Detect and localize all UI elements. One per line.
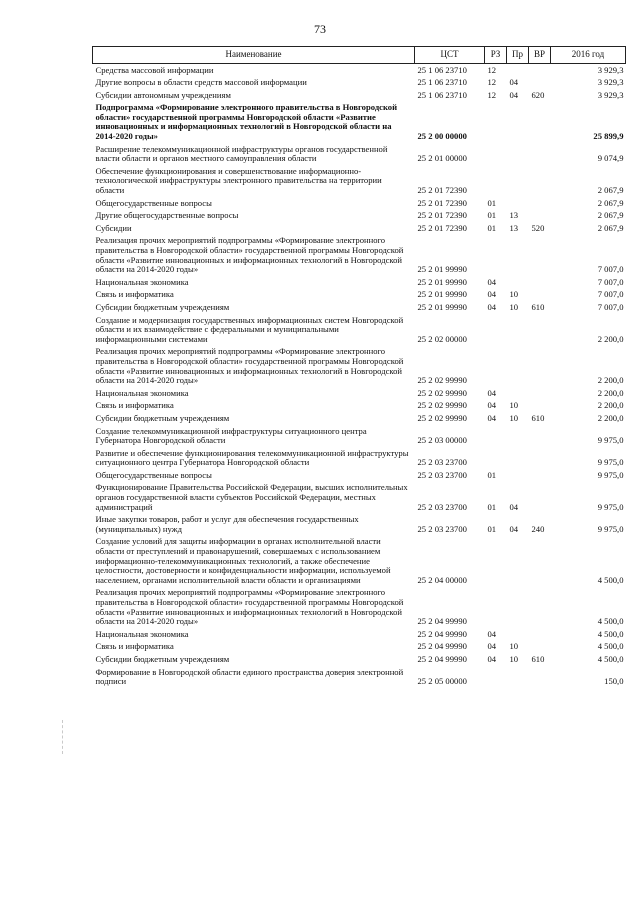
header-sum: 2016 год: [551, 47, 626, 64]
cell-sum: 3 929,3: [597, 64, 624, 75]
table-row: [93, 387, 626, 400]
cell-rz: 12: [487, 89, 497, 100]
cell-sum: 9 975,0: [597, 469, 624, 480]
cell-name: Реализация прочих мероприятий подпрограммы «Формирование электронного правительства в Новгородской области» государственной программы Новгородской области «Развитие инновационных и информационных технологий в Новгородской области на 2014-2020 годы»: [95, 587, 404, 627]
header-rz: РЗ: [485, 47, 507, 64]
cell-cst: 25 1 06 23710: [417, 77, 467, 88]
cell-cst: 25 2 02 99990: [417, 387, 467, 398]
cell-vr: 240: [531, 523, 545, 534]
cell-vr: [529, 536, 551, 587]
cell-cst: 25 1 06 23710: [417, 89, 467, 100]
cell-name: Другие общегосударственные вопросы: [95, 210, 239, 221]
cell-name: Общегосударственные вопросы: [95, 469, 212, 480]
cell-cst: 25 2 01 99990: [417, 276, 467, 287]
header-pr: Пр: [507, 47, 529, 64]
cell-cst: 25 2 02 99990: [417, 375, 467, 386]
table-row: [93, 447, 626, 469]
cell-sum: 2 067,9: [597, 222, 624, 233]
cell-cst: 25 1 06 23710: [417, 64, 467, 75]
cell-sum: 150,0: [604, 676, 624, 687]
cell-vr: 610: [531, 301, 545, 312]
cell-vr: [529, 425, 551, 447]
cell-name: Функционирование Правительства Российской Федерации, высших исполнительных органов государственной власти субъектов Российской Федерации, местных администраций: [95, 482, 408, 512]
cell-rz: 01: [487, 501, 497, 512]
header-vr: ВР: [529, 47, 551, 64]
header-name: Наименование: [93, 47, 415, 64]
cell-sum: 4 500,0: [597, 653, 624, 664]
cell-pr: 10: [509, 412, 519, 423]
cell-sum: 4 500,0: [597, 574, 624, 585]
table-row: [93, 210, 626, 223]
cell-cst: 25 2 03 23700: [417, 469, 467, 480]
cell-name: Связь и информатика: [95, 289, 174, 300]
cell-pr: 13: [509, 222, 519, 233]
cell-vr: [529, 641, 551, 654]
cell-rz: [485, 165, 507, 197]
cell-pr: 13: [509, 210, 519, 221]
cell-pr: 10: [509, 289, 519, 300]
cell-name: Субсидии: [95, 222, 132, 233]
cell-sum: 7 007,0: [597, 301, 624, 312]
cell-name: Обеспечение функционирования и совершенствование информационно-технологической инфраструктуры электронного правительства на территории области: [95, 165, 382, 196]
table-row: [93, 143, 626, 165]
cell-pr: 04: [509, 89, 519, 100]
table-body: [93, 64, 626, 689]
cell-pr: [507, 425, 529, 447]
cell-pr: 10: [509, 653, 519, 664]
cell-cst: 25 2 01 72390: [417, 210, 467, 221]
cell-pr: 04: [509, 501, 519, 512]
table-row: [93, 197, 626, 210]
cell-cst: 25 2 02 99990: [417, 412, 467, 423]
cell-rz: 04: [487, 628, 497, 639]
cell-pr: 10: [509, 400, 519, 411]
cell-vr: [529, 276, 551, 289]
cell-cst: 25 2 04 99990: [417, 616, 467, 627]
cell-rz: 04: [487, 412, 497, 423]
cell-cst: 25 2 04 99990: [417, 641, 467, 652]
cell-name: Средства массовой информации: [95, 64, 214, 75]
cell-vr: [529, 289, 551, 302]
cell-pr: 10: [509, 301, 519, 312]
cell-cst: 25 2 03 23700: [417, 523, 467, 534]
cell-rz: [485, 102, 507, 143]
cell-rz: 04: [487, 276, 497, 287]
cell-rz: [485, 666, 507, 688]
cell-rz: [485, 587, 507, 628]
cell-vr: [529, 77, 551, 90]
table-row: [93, 587, 626, 628]
table-row: [93, 482, 626, 514]
cell-cst: 25 2 02 00000: [417, 333, 467, 344]
cell-rz: 01: [487, 210, 497, 221]
cell-name: Субсидии бюджетным учреждениям: [95, 301, 230, 312]
cell-sum: 4 500,0: [597, 641, 624, 652]
cell-rz: 01: [487, 222, 497, 233]
cell-sum: 9 975,0: [597, 435, 624, 446]
cell-vr: [529, 666, 551, 688]
table-row: [93, 536, 626, 587]
cell-name: Связь и информатика: [95, 641, 174, 652]
cell-rz: 04: [487, 387, 497, 398]
cell-name: Иные закупки товаров, работ и услуг для обеспечения государственных (муниципальных) нужд: [95, 514, 359, 534]
cell-pr: [507, 165, 529, 197]
cell-cst: 25 2 02 99990: [417, 400, 467, 411]
cell-rz: 04: [487, 653, 497, 664]
cell-name: Развитие и обеспечение функционирования телекоммуникационной инфраструктуры ситуационного центра Губернатора Новгородской области: [95, 447, 409, 468]
cell-pr: [507, 197, 529, 210]
header-row: [93, 47, 626, 64]
cell-pr: [507, 314, 529, 346]
cell-pr: 10: [509, 641, 519, 652]
table-row: [93, 400, 626, 413]
cell-name: Национальная экономика: [95, 276, 189, 287]
cell-pr: [507, 666, 529, 688]
cell-pr: [507, 346, 529, 387]
cell-sum: 2 067,9: [597, 185, 624, 196]
cell-vr: [529, 482, 551, 514]
cell-cst: 25 2 01 99990: [417, 301, 467, 312]
table-row: [93, 346, 626, 387]
cell-name: Реализация прочих мероприятий подпрограммы «Формирование электронного правительства в Новгородской области» государственной программы Новгородской области «Развитие инновационных и информационных технологий в Новгородской области на 2014-2020 годы»: [95, 346, 404, 386]
cell-rz: [485, 314, 507, 346]
cell-name: Национальная экономика: [95, 628, 189, 639]
cell-name: Другие вопросы в области средств массовой информации: [95, 77, 307, 88]
table-row: [93, 301, 626, 314]
table-row: [93, 653, 626, 666]
cell-cst: 25 2 01 99990: [417, 264, 467, 275]
cell-name: Связь и информатика: [95, 400, 174, 411]
cell-vr: [529, 165, 551, 197]
cell-vr: [529, 64, 551, 77]
cell-sum: 25 899,9: [593, 131, 624, 142]
cell-rz: 04: [487, 641, 497, 652]
cell-rz: [485, 425, 507, 447]
cell-sum: 2 067,9: [597, 197, 624, 208]
cell-cst: 25 2 01 99990: [417, 289, 467, 300]
cell-cst: 25 2 05 00000: [417, 676, 467, 687]
cell-cst: 25 2 01 72390: [417, 222, 467, 233]
cell-sum: 9 975,0: [597, 457, 624, 468]
cell-sum: 3 929,3: [597, 89, 624, 100]
table-row: [93, 289, 626, 302]
cell-cst: 25 2 03 23700: [417, 457, 467, 468]
budget-table-wrapper: [92, 46, 625, 688]
cell-vr: [529, 314, 551, 346]
cell-pr: [507, 587, 529, 628]
table-row: [93, 64, 626, 77]
table-row: [93, 425, 626, 447]
cell-cst: 25 2 04 00000: [417, 574, 467, 585]
cell-name: Расширение телекоммуникационной инфраструктуры органов государственной власти области и органов местного самоуправления области: [95, 143, 388, 164]
cell-vr: [529, 469, 551, 482]
cell-cst: 25 2 00 00000: [417, 131, 467, 142]
table-row: [93, 89, 626, 102]
cell-rz: [485, 143, 507, 165]
cell-pr: [507, 143, 529, 165]
cell-rz: 01: [487, 523, 497, 534]
page-number: 73: [314, 22, 326, 36]
cell-name: Реализация прочих мероприятий подпрограммы «Формирование электронного правительства в Новгородской области» государственной программы Новгородской области «Развитие инновационных и информационных технологий в Новгородской области на 2014-2020 годы»: [95, 235, 404, 275]
table-row: [93, 514, 626, 536]
cell-pr: [507, 469, 529, 482]
budget-table: [92, 46, 626, 688]
cell-vr: 610: [531, 412, 545, 423]
cell-sum: 2 200,0: [597, 387, 624, 398]
cell-sum: 2 067,9: [597, 210, 624, 221]
cell-vr: [529, 235, 551, 276]
table-row: [93, 641, 626, 654]
table-row: [93, 666, 626, 688]
cell-sum: 2 200,0: [597, 412, 624, 423]
table-header: [93, 47, 626, 64]
table-row: [93, 235, 626, 276]
cell-pr: [507, 235, 529, 276]
cell-cst: 25 2 04 99990: [417, 653, 467, 664]
cell-rz: [485, 536, 507, 587]
cell-sum: 9 074,9: [597, 153, 624, 164]
cell-cst: 25 2 03 00000: [417, 435, 467, 446]
table-row: [93, 222, 626, 235]
cell-name: Субсидии автономным учреждениям: [95, 89, 231, 100]
cell-sum: 9 975,0: [597, 523, 624, 534]
cell-pr: [507, 447, 529, 469]
cell-vr: [529, 210, 551, 223]
cell-pr: 04: [509, 523, 519, 534]
cell-vr: 610: [531, 653, 545, 664]
cell-rz: 12: [487, 77, 497, 88]
cell-sum: 3 929,3: [597, 77, 624, 88]
cell-vr: [529, 197, 551, 210]
table-row: [93, 77, 626, 90]
table-row: [93, 102, 626, 143]
cell-name: Создание и модернизация государственных информационных систем Новгородской области и их взаимодействие с федеральными и муниципальными информационными системами: [95, 314, 404, 344]
cell-sum: 4 500,0: [597, 616, 624, 627]
table-row: [93, 469, 626, 482]
table-row: [93, 628, 626, 641]
cell-sum: 4 500,0: [597, 628, 624, 639]
cell-name: Общегосударственные вопросы: [95, 197, 212, 208]
cell-rz: 01: [487, 197, 497, 208]
table-row: [93, 165, 626, 197]
cell-cst: 25 2 03 23700: [417, 501, 467, 512]
cell-rz: 04: [487, 301, 497, 312]
scan-edge-mark: [62, 720, 64, 754]
cell-vr: [529, 143, 551, 165]
cell-name: Формирование в Новгородской области единого пространства доверия электронной подписи: [95, 666, 404, 687]
cell-vr: 620: [531, 89, 545, 100]
cell-rz: 01: [487, 469, 497, 480]
cell-name: Национальная экономика: [95, 387, 189, 398]
cell-pr: [507, 64, 529, 77]
cell-rz: [485, 447, 507, 469]
cell-vr: [529, 447, 551, 469]
cell-name: Субсидии бюджетным учреждениям: [95, 653, 230, 664]
cell-cst: 25 2 01 72390: [417, 197, 467, 208]
cell-sum: 2 200,0: [597, 375, 624, 386]
cell-rz: [485, 346, 507, 387]
cell-rz: 04: [487, 289, 497, 300]
cell-vr: [529, 587, 551, 628]
cell-pr: 04: [509, 77, 519, 88]
cell-cst: 25 2 01 00000: [417, 153, 467, 164]
cell-rz: 12: [487, 64, 497, 75]
cell-rz: 04: [487, 400, 497, 411]
cell-name: Создание телекоммуникационной инфраструктуры ситуационного центра Губернатора Новгородской области: [95, 425, 367, 446]
cell-sum: 7 007,0: [597, 264, 624, 275]
cell-sum: 9 975,0: [597, 501, 624, 512]
cell-vr: [529, 628, 551, 641]
cell-vr: [529, 346, 551, 387]
cell-pr: [507, 276, 529, 289]
table-row: [93, 412, 626, 425]
cell-name: Субсидии бюджетным учреждениям: [95, 412, 230, 423]
table-row: [93, 276, 626, 289]
cell-pr: [507, 536, 529, 587]
cell-sum: 7 007,0: [597, 276, 624, 287]
cell-sum: 7 007,0: [597, 289, 624, 300]
cell-pr: [507, 387, 529, 400]
cell-vr: 520: [531, 222, 545, 233]
cell-rz: [485, 235, 507, 276]
cell-vr: [529, 102, 551, 143]
cell-sum: 2 200,0: [597, 400, 624, 411]
cell-cst: 25 2 04 99990: [417, 628, 467, 639]
table-row: [93, 314, 626, 346]
header-cst: ЦСТ: [415, 47, 485, 64]
cell-sum: 2 200,0: [597, 333, 624, 344]
cell-vr: [529, 400, 551, 413]
cell-name: Подпрограмма «Формирование электронного правительства в Новгородской области» государственной программы Новгородской области «Развитие инновационных и информационных технологий в Новгородской области на 2014-2020 годы»: [95, 102, 398, 142]
cell-vr: [529, 387, 551, 400]
cell-pr: [507, 102, 529, 143]
cell-name: Создание условий для защиты информации в органах исполнительной власти области от преступлений и правонарушений, совершаемых с использованием информационно-телекоммуникационных технологий, а также обеспечение целостности, достоверности и конфиденциальности информации, используемой населением, органами исполнительной власти области и организациями: [95, 536, 391, 585]
cell-pr: [507, 628, 529, 641]
cell-cst: 25 2 01 72390: [417, 185, 467, 196]
